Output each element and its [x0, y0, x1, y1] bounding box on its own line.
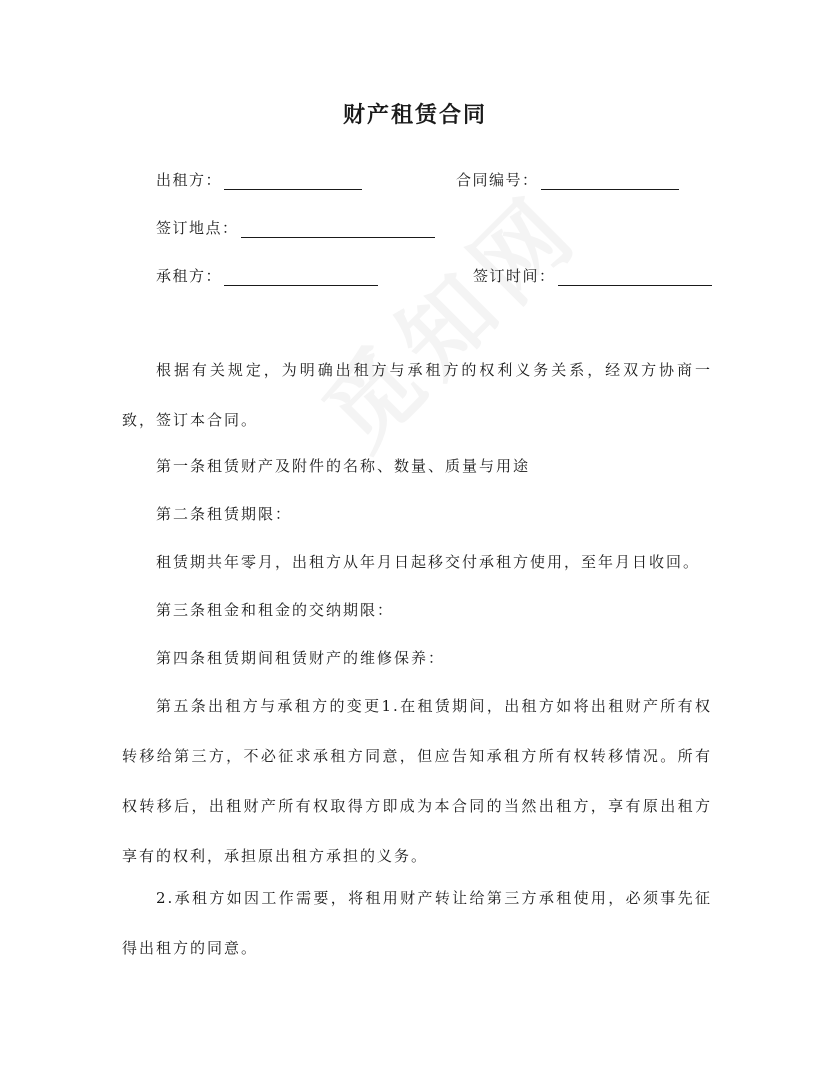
article-4: 第四条租赁期间租赁财产的维修保养： [156, 649, 446, 667]
article-3: 第三条租金和租金的交纳期限： [156, 601, 395, 619]
document-title: 财产租赁合同 [342, 103, 487, 128]
lessee-field [156, 264, 378, 286]
lessee-blank [224, 269, 378, 286]
article-1: 第一条租赁财产及附件的名称、数量、质量与用途 [156, 457, 531, 475]
sign-place-field [156, 216, 435, 238]
lessee-label: 承租方： [156, 267, 223, 285]
contract-no-blank [541, 173, 679, 190]
lease-term-paragraph: 租赁期共年零月，出租方从年月日起移交付承租方使用，至年月日收回。 [156, 553, 701, 571]
sign-place-label: 签订地点： [156, 219, 239, 237]
article-5: 第五条出租方与承租方的变更1.在租赁期间，出租方如将出租财产所有权转移给第三方，不必征求承租方同意，但应告知承租方所有权转移情况。所有权转移后，出租财产所有权取得方即成为本合同的当然出租方，享有原出租方享有的权利，承担原出租方承担的义务。 [122, 697, 712, 865]
sign-time-blank [558, 269, 712, 286]
lessor-blank [224, 173, 362, 190]
article-5-item-2: 2.承租方如因工作需要，将租用财产转让给第三方承租使用，必须事先征得出租方的同意。 [122, 889, 712, 957]
sign-time-field [473, 264, 712, 286]
lessor-label: 出租方： [156, 171, 223, 189]
intro-paragraph: 根据有关规定，为明确出租方与承租方的权利义务关系，经双方协商一致，签订本合同。 [122, 361, 712, 429]
contract-no-field [456, 168, 679, 190]
lessor-field [156, 168, 362, 190]
contract-no-label: 合同编号： [456, 171, 539, 189]
sign-place-blank [241, 221, 435, 238]
article-2: 第二条租赁期限： [156, 505, 293, 523]
sign-time-label: 签订时间： [473, 267, 556, 285]
